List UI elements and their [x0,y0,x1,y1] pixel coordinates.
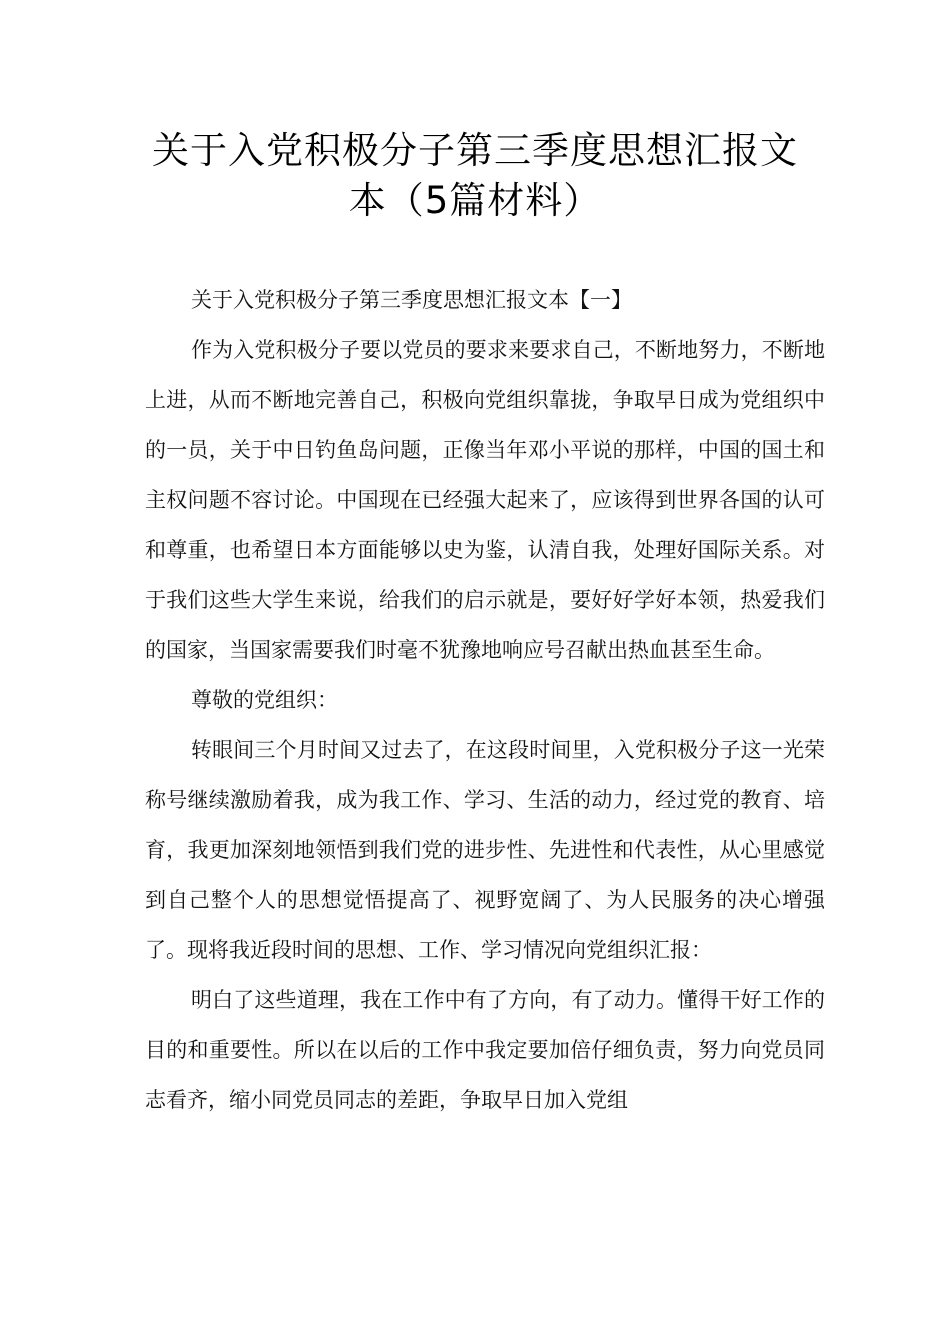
title-line-2: 本（5篇材料） [348,179,602,222]
paragraph-3: 明白了这些道理，我在工作中有了方向，有了动力。懂得干好工作的目的和重要性。所以在以后的工作中我定要加倍仔细负责，努力向党员同志看齐，缩小同党员同志的差距，争取早日加入党组 [145,988,825,1112]
paragraph-1: 作为入党积极分子要以党员的要求来要求自己，不断地努力，不断地上进，从而不断地完善自己，积极向党组织靠拢，争取早日成为党组织中的一员，关于中日钓鱼岛问题，正像当年邓小平说的那样，中国的国土和主权问题不容讨论。中国现在已经强大起来了，应该得到世界各国的认可和尊重，也希望日本方面能够以史为鉴，认清自我，处理好国际关系。对于我们这些大学生来说，给我们的启示就是，要好好学好本领，热爱我们的国家，当国家需要我们时毫不犹豫地响应号召献出热血甚至生命。 [145,338,825,662]
document-body [145,275,825,1125]
title-line-1: 关于入党积极分子第三季度思想汇报文 [152,129,798,172]
document-title [0,126,950,226]
paragraph-2: 转眼间三个月时间又过去了，在这段时间里，入党积极分子这一光荣称号继续激励着我，成为我工作、学习、生活的动力，经过党的教育、培育，我更加深刻地领悟到我们党的进步性、先进性和代表性，从心里感觉到自己整个人的思想觉悟提高了、视野宽阔了、为人民服务的决心增强了。现将我近段时间的思想、工作、学习情况向党组织汇报： [145,738,825,962]
salutation: 尊敬的党组织： [191,688,338,712]
section-heading: 关于入党积极分子第三季度思想汇报文本【一】 [191,288,632,312]
